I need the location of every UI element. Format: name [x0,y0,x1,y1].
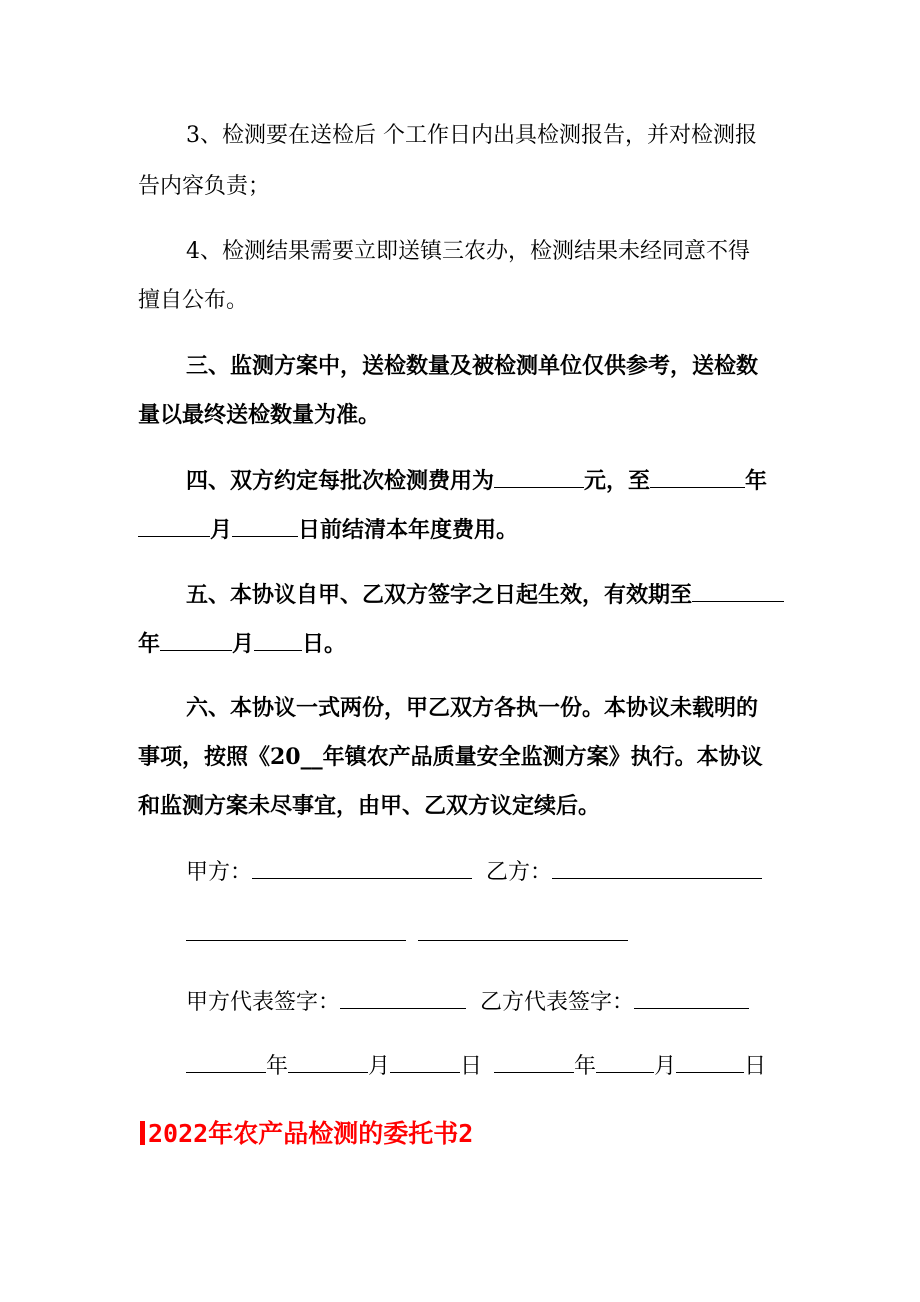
party-a-extra-blank [186,918,406,941]
validity-year-blank [692,579,784,602]
validity-day-blank [254,628,302,651]
b-year-blank [494,1050,574,1073]
rep-a-blank [340,986,466,1009]
item-3-line-1: 3、检测要在送检后 个工作日内出具检测报告，并对检测报 [186,123,757,148]
section-3-line-2: 量以最终送检数量为准。 [138,402,381,428]
party-a-label: 甲方： [186,860,253,885]
section-6-line-3: 和监测方案未尽事宜，由甲、乙双方议定续后。 [138,793,601,819]
section-4-line-1 [186,465,767,496]
b-month-label: 月 [654,1054,677,1079]
month-blank [138,514,210,537]
section-5-line-1 [186,579,784,610]
item-3-line-2: 告内容负责； [138,174,271,199]
a-year-blank [186,1050,266,1073]
party-b-extra-blank [418,918,628,941]
party-b-blank [552,856,762,879]
b-month-blank [596,1050,654,1073]
rep-b-label: 乙方代表签字： [480,990,635,1015]
section-5-text-c: 月 [232,631,255,657]
section-4-line-2 [138,514,518,545]
party-extra-line [186,918,628,950]
a-day-blank [390,1050,460,1073]
b-year-label: 年 [574,1054,597,1079]
validity-month-blank [160,628,232,651]
heading-marker [140,1121,145,1145]
rep-a-label: 甲方代表签字： [186,990,341,1015]
section-4-text-a: 四、双方约定每批次检测费用为 [186,468,495,494]
section-5-line-2 [138,628,346,659]
section-6-line-2: 事项，按照《20__年镇农产品质量安全监测方案》执行。本协议 [138,744,763,770]
a-year-label: 年 [266,1054,289,1079]
b-day-blank [676,1050,744,1073]
b-day-label: 日 [744,1054,767,1079]
section-6-line-1: 六、本协议一式两份，甲乙双方各执一份。本协议未载明的 [186,695,759,721]
section-4-text-e: 日前结清本年度费用。 [298,517,519,543]
party-line [186,856,762,888]
rep-b-blank [634,986,749,1009]
a-month-blank [288,1050,368,1073]
section-4-text-b: 元，至 [584,468,651,494]
fee-blank [494,465,584,488]
section-5-text-b: 年 [138,631,161,657]
party-b-label: 乙方： [486,860,553,885]
item-4-line-2: 擅自公布。 [138,288,249,313]
heading-text: 2022年农产品检测的委托书2 [148,1119,474,1148]
section-5-text-a: 五、本协议自甲、乙双方签字之日起生效，有效期至 [186,582,693,608]
section-4-text-d: 月 [210,517,233,543]
section-3-line-1: 三、监测方案中，送检数量及被检测单位仅供参考，送检数 [186,353,759,379]
day-blank [232,514,298,537]
year-blank [650,465,745,488]
section-5-text-d: 日。 [302,631,347,657]
date-line [186,1050,766,1082]
section-heading [140,1114,473,1150]
a-day-label: 日 [460,1054,483,1079]
representative-line [186,986,749,1018]
item-4-line-1: 4、检测结果需要立即送镇三农办，检测结果未经同意不得 [186,239,750,264]
section-4-text-c: 年 [745,468,768,494]
a-month-label: 月 [368,1054,391,1079]
party-a-blank [252,856,472,879]
